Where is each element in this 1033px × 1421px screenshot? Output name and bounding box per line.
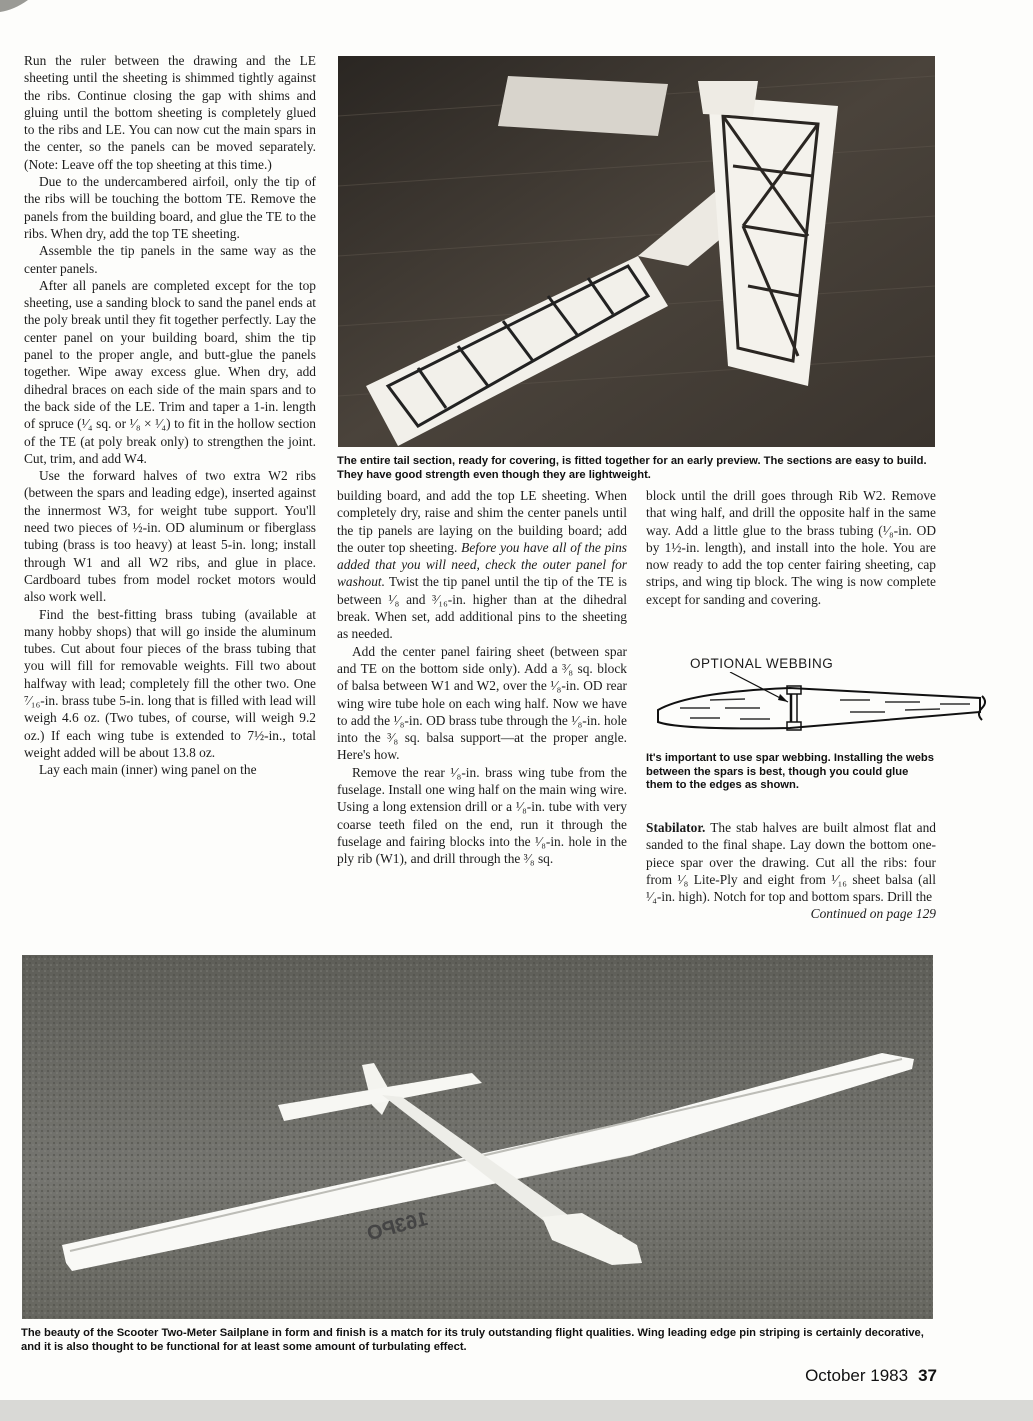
sailplane-photo-caption: The beauty of the Scooter Two-Meter Sailplane in form and finish is a match for its truly outstanding flight qualities. Wing leading edge pin striping is certainly decorative, and it is also thought to be functional for at least some amount of turbulating effect. (21, 1327, 924, 1353)
paragraph: Remove the rear ¹⁄₈-in. brass wing tube from the fuselage. Install one wing half on the main wing wire. Using a long extension drill or a ¹⁄₈-in. tube with very coarse teeth filed on the end, run it through the fuselage and fairing blocks into the ¹⁄₈-in. hole in the ply rib (W1), and drill through the ³⁄₈ sq. (337, 764, 627, 867)
continued-note: Continued on page 129 (810, 906, 936, 922)
wing-registration-text: 163PO (364, 1207, 431, 1246)
scan-bottom-band (0, 1400, 1033, 1421)
diagram-title: OPTIONAL WEBBING (690, 656, 834, 671)
tail-section-photo (338, 56, 935, 447)
diagram-caption: It's important to use spar webbing. Installing the webs between the spars is best, though you could glue them to the edges as shown. (646, 752, 934, 791)
paragraph: After all panels are completed except for the top sheeting, use a sanding block to sand the panel ends at the poly break until they fit together perfectly. Lay the center panel on your building board, shim the tip panel to the proper angle, and butt-glue the panels together. Wipe away excess glue. When dry, add dihedral braces on each side of the main spars and to the back side of the LE. Trim and taper a 1-in. length of spruce (¹⁄₄ sq. or ¹⁄₈ × ¹⁄₄) to fit in the hollow section of the TE (at poly break only) to strengthen the joint. Cut, trim, and add W4. (24, 277, 316, 466)
paragraph (646, 819, 936, 905)
paragraph: Due to the undercambered airfoil, only the tip of the ribs will be touching the bottom TE. Remove the panels from the building board, and glue the TE to the ribs. When dry, add the top TE sheeting. (24, 174, 316, 241)
paragraph (337, 487, 627, 643)
page-footer (805, 1366, 937, 1386)
page-corner-mark (0, 0, 28, 14)
webbing-diagram (650, 672, 995, 742)
article-column-3 (646, 487, 936, 608)
page-number: 37 (918, 1366, 937, 1385)
italic-note: Before you have all of the pins added that you will need, check the outer panel for washout. (337, 539, 627, 590)
paragraph: Assemble the tip panels in the same way as the center panels. (24, 243, 316, 276)
paragraph: Add the center panel fairing sheet (between spar and TE on the bottom side only). Add a ³⁄₈ sq. block of balsa between W1 and W2, over the ¹⁄₈-in. OD rear wing wire tube hole on each wing half. Now we have to add the ¹⁄₈-in. OD brass tube through the ¹⁄₈-in. hole into the ³⁄₈ sq. balsa support—at the proper angle. Here's how. (337, 643, 627, 763)
stabilator-heading: Stabilator. (646, 820, 706, 835)
tail-photo-caption: The entire tail section, ready for covering, is fitted together for an early preview. The sections are easy to build. They have good strength even though they are lightweight. (337, 455, 927, 481)
article-column-3-continued (646, 819, 936, 923)
article-column-2 (337, 487, 627, 868)
paragraph: Run the ruler between the drawing and the LE sheeting until the sheeting is shimmed tightly against the ribs. Continue closing the gap with shims and gluing until the bottom sheeting is completely glued to the ribs and LE. You can now cut the main spars in the center, so the panels can be moved separately. (Note: Leave off the top sheeting at this time.) (24, 53, 316, 172)
paragraph-text: building board, and add the top LE sheeting. When completely dry, raise and shim the center panels until the tip panels are laying on the building board; add the outer top sheeting. (337, 488, 627, 555)
paragraph: block until the drill goes through Rib W2. Remove that wing half, and drill the opposite half in the same way. Add a little glue to the brass tubing (¹⁄₈-in. OD by 1½-in. length), and install into the hole. You are now ready to add the top center fairing sheeting, cap strips, and wing tip block. The wing is now complete except for sanding and covering. (646, 488, 936, 607)
paragraph: Use the forward halves of two extra W2 ribs (between the spars and leading edge), inserted against the innermost W3, for weight tube support. You'll need two pieces of ½-in. OD aluminum or fiberglass tubing (brass is too heavy) at least 5-in. long; install through W1 and all W2 ribs, and glue in place. Cardboard tubes from model rocket motors would also work well. (24, 468, 316, 605)
paragraph: Find the best-fitting brass tubing (available at many hobby shops) that will go inside the aluminum tubes. Cut about four pieces of the brass tubing that you will fill for removable weights. Fill two about halfway with lead; completely fill the other two. One ⁷⁄₁₆-in. brass tube 5-in. long that is filled with lead will weigh 4.6 oz. (Two tubes, of course, will weigh 9.2 oz.) If each wing tube is extended to 7½-in., total weight added will be about 13.8 oz. (24, 606, 316, 760)
paragraph: Lay each main (inner) wing panel on the (39, 762, 257, 778)
article-column-1 (24, 52, 316, 778)
sailplane-photo (22, 955, 933, 1319)
paragraph-text: Twist the tip panel until the tip of the TE is between ¹⁄₈ and ³⁄₁₆-in. higher than at the dihedral break. When set, add additional pins to the sheeting as needed. (337, 574, 627, 642)
paragraph-text: The stab halves are built almost flat and sanded to the final shape. Lay down the bottom one-piece spar over the drawing. Cut all the ribs: four from ¹⁄₈ Lite-Ply and eight from ¹⁄₁₆ sheet balsa (all ¹⁄₄-in. high). Notch for top and bottom spars. Drill the (646, 820, 936, 905)
issue-date: October 1983 (805, 1366, 909, 1385)
